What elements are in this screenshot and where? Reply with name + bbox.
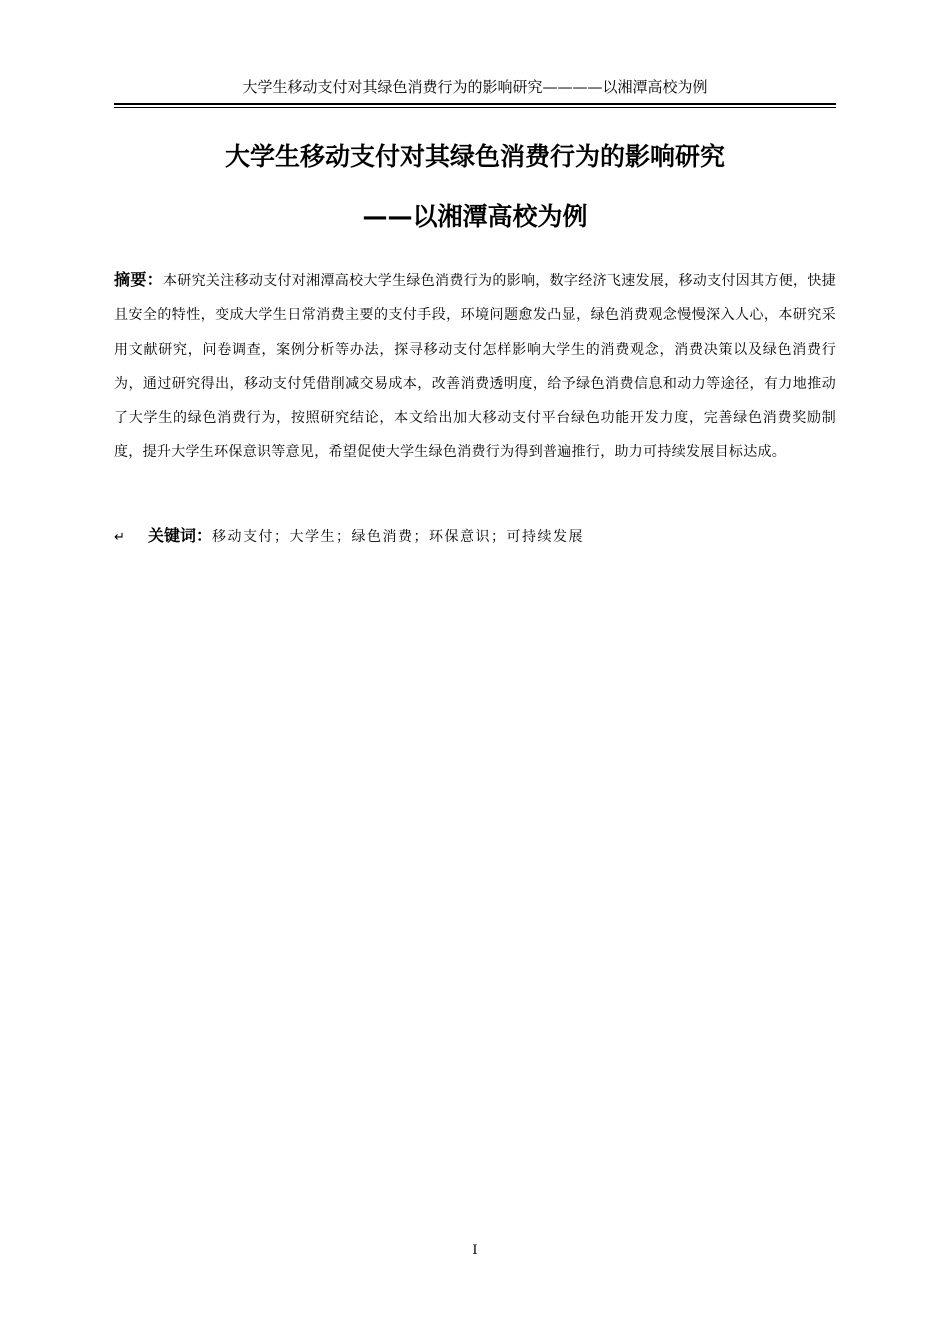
paper-subtitle: ——以湘潭高校为例 [362, 202, 588, 231]
running-header: 大学生移动支付对其绿色消费行为的影响研究————以湘潭高校为例 [242, 78, 708, 96]
header-rule [114, 103, 836, 105]
abstract-paragraph [114, 263, 836, 470]
keywords-line [114, 523, 836, 551]
return-arrow-icon: ↵ [114, 530, 125, 545]
page-number: I [472, 1243, 478, 1258]
abstract-label: 摘要： [114, 270, 163, 289]
abstract-text: 本研究关注移动支付对湘潭高校大学生绿色消费行为的影响，数字经济飞速发展，移动支付因其方便，快捷且安全的特性，变成大学生日常消费主要的支付手段，环境问题愈发凸显，绿色消费观念慢慢深入人心，本研究采用文献研究，问卷调查，案例分析等办法，探寻移动支付怎样影响大学生的消费观念，消费决策以及绿色消费行为，通过研究得出，移动支付凭借削减交易成本，改善消费透明度，给予绿色消费信息和动力等途径，有力地推动了大学生的绿色消费行为，按照研究结论，本文给出加大移动支付平台绿色功能开发力度，完善绿色消费奖励制度，提升大学生环保意识等意见，希望促使大学生绿色消费行为得到普遍推行，助力可持续发展目标达成。 [114, 273, 836, 461]
keywords-text: 移动支付；大学生；绿色消费；环保意识；可持续发展 [212, 529, 585, 545]
header-rule-thin [114, 107, 836, 108]
paper-title: 大学生移动支付对其绿色消费行为的影响研究 [224, 142, 725, 171]
keywords-label: 关键词： [148, 526, 213, 545]
